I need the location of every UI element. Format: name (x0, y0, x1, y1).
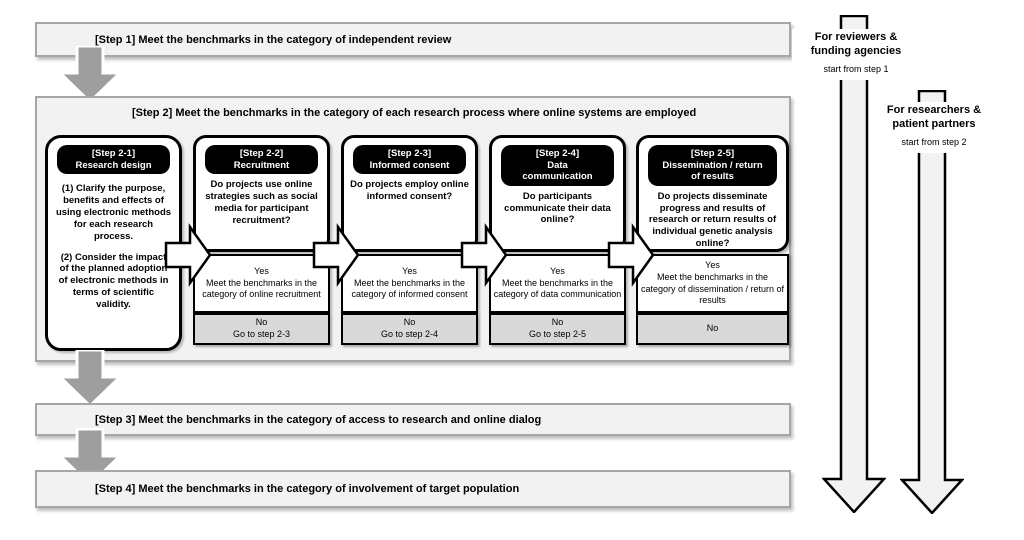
substep-2-5-title: [Step 2-5] Dissemination / return of results (648, 145, 777, 186)
substep-2-5-card (636, 135, 789, 252)
no-text: Go to step 2-4 (380, 329, 439, 339)
step3-box (35, 403, 791, 436)
yes-text: Meet the benchmarks in the category of dissemination / return of results (640, 271, 785, 306)
step1-box (35, 22, 791, 57)
no-label: No (403, 317, 416, 328)
substep-2-2-no-section (193, 313, 330, 345)
audience-label-reviewers: For reviewers & funding agencies start from step 1 (792, 29, 920, 80)
substep-2-3 (341, 135, 478, 345)
yes-label: Yes (402, 265, 417, 276)
substep-2-5-no-section (636, 313, 789, 345)
yes-label: Yes (254, 265, 269, 276)
yes-text: Meet the benchmarks in the category of data communication (493, 277, 622, 300)
substep-2-1-title: [Step 2-1] Research design (57, 145, 170, 174)
substep-2-3-title: [Step 2-3] Informed consent (353, 145, 466, 174)
substep-2-3-no-section (341, 313, 478, 345)
audience-arrow-researchers-icon (900, 90, 964, 514)
substep-2-4-title: [Step 2-4] Data communication (501, 145, 614, 186)
substep-2-4-no-section (489, 313, 626, 345)
right-arrow-icon (607, 223, 655, 287)
substep-2-4 (489, 135, 626, 345)
right-arrow-icon (164, 223, 212, 287)
yes-label: Yes (550, 265, 565, 276)
audience-note-researchers: start from step 2 (901, 136, 967, 147)
no-text: Go to step 2-3 (232, 329, 291, 339)
yes-label: Yes (705, 260, 720, 271)
substep-2-1 (45, 135, 182, 351)
yes-text: Meet the benchmarks in the category of informed consent (351, 277, 468, 300)
no-label: No (551, 317, 564, 328)
substep-2-2-yes-section (193, 254, 330, 313)
audience-note-reviewers: start from step 1 (823, 63, 889, 74)
substep-2-2-question: Do projects use online strategies such as social media for participant recruitment? (205, 179, 318, 226)
substep-2-5 (636, 135, 789, 345)
substep-2-2 (193, 135, 330, 345)
audience-label-researchers: For researchers & patient partners start from step 2 (870, 102, 998, 153)
substep-2-1-card (45, 135, 182, 351)
substep-2-5-yes-section (636, 254, 789, 313)
no-label: No (255, 317, 268, 328)
substep-2-5-question: Do projects disseminate progress and results of research or return results of individual genetic analysis online? (648, 190, 777, 250)
right-arrow-icon (460, 223, 508, 287)
substep-2-3-yes-section (341, 254, 478, 313)
right-arrow-icon (312, 223, 360, 287)
down-arrow-icon (60, 350, 120, 406)
substep-2-4-question: Do participants communicate their data online? (504, 190, 611, 226)
substep-2-1-body-2: (2) Consider the impact of the planned adoption of electronic methods in terms of scientific validity. (58, 251, 169, 311)
step4-label: [Step 4] Meet the benchmarks in the category of involvement of target population (95, 483, 520, 495)
down-arrow-icon (60, 46, 120, 102)
yes-text: Meet the benchmarks in the category of online recruitment (202, 277, 321, 300)
substep-2-4-yes-section (489, 254, 626, 313)
audience-arrow-reviewers-icon (822, 15, 886, 513)
no-text: Go to step 2-5 (528, 329, 587, 339)
substep-2-2-card (193, 135, 330, 252)
substep-2-3-question: Do projects employ online informed consent? (350, 179, 469, 203)
step3-label: [Step 3] Meet the benchmarks in the category of access to research and online dialog (95, 413, 542, 426)
step2-label: [Step 2] Meet the benchmarks in the category of each research process where online systems are employed (132, 107, 697, 119)
substep-2-4-card (489, 135, 626, 252)
step1-label: [Step 1] Meet the benchmarks in the category of independent review (95, 33, 452, 46)
no-label: No (706, 323, 719, 334)
substep-2-1-body-1: (1) Clarify the purpose, benefits and effects of using electronic methods for each research process. (55, 183, 172, 242)
step4-box (35, 470, 791, 508)
substep-2-3-card (341, 135, 478, 252)
substep-2-2-title: [Step 2-2] Recruitment (205, 145, 318, 174)
